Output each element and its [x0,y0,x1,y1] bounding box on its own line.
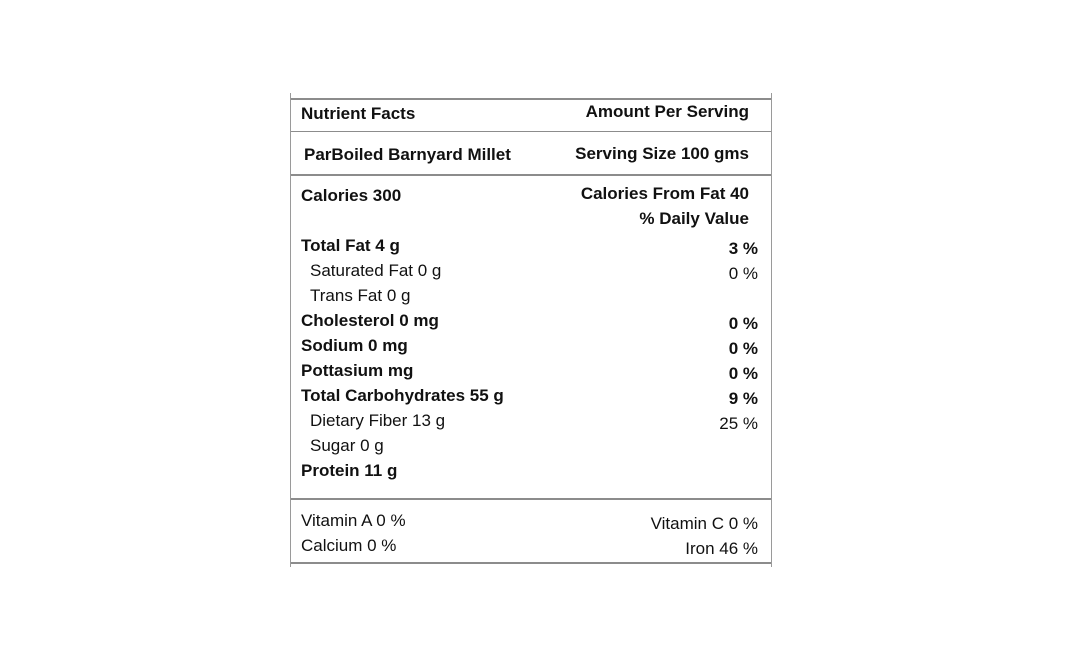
label-title: Nutrient Facts [301,104,416,123]
nutrient-label: Total Carbohydrates 55 g [301,386,504,405]
nutrition-facts-label [290,93,772,567]
nutrient-label: Sodium 0 mg [301,336,408,355]
nutrient-dv: 25 % [719,414,758,433]
serving-size: Serving Size 100 gms [575,144,749,163]
nutrient-dv: 0 % [728,364,758,383]
header-divider [291,131,771,132]
vitamin-a: Vitamin A 0 % [301,511,406,530]
product-name: ParBoiled Barnyard Millet [304,145,511,164]
nutrient-label: Total Fat 4 g [301,236,400,255]
vitamin-c: Vitamin C 0 % [650,514,758,533]
nutrient-dv: 3 % [728,239,758,258]
calories-from-fat: Calories From Fat 40 [580,184,749,203]
top-divider [291,98,771,100]
nutrient-dv: 0 % [728,339,758,358]
nutrient-label: Trans Fat 0 g [310,286,411,305]
nutrient-dv: 0 % [728,314,758,333]
nutrient-label: Cholesterol 0 mg [301,311,439,330]
amount-per-serving: Amount Per Serving [585,102,749,121]
nutrient-label: Saturated Fat 0 g [310,261,442,280]
bottom-divider [291,562,771,564]
nutrient-label: Protein 11 g [301,461,398,480]
nutrient-label: Sugar 0 g [310,436,384,455]
nutrient-label: Dietary Fiber 13 g [310,411,446,430]
nutrient-dv: 0 % [728,264,758,283]
iron: Iron 46 % [685,539,758,558]
nutrient-label: Pottasium mg [301,361,414,380]
vitamins-divider [291,498,771,500]
calories: Calories 300 [301,186,402,205]
calcium: Calcium 0 % [301,536,397,555]
daily-value-header: % Daily Value [639,209,749,228]
nutrient-dv: 9 % [728,389,758,408]
serving-divider [291,174,771,176]
